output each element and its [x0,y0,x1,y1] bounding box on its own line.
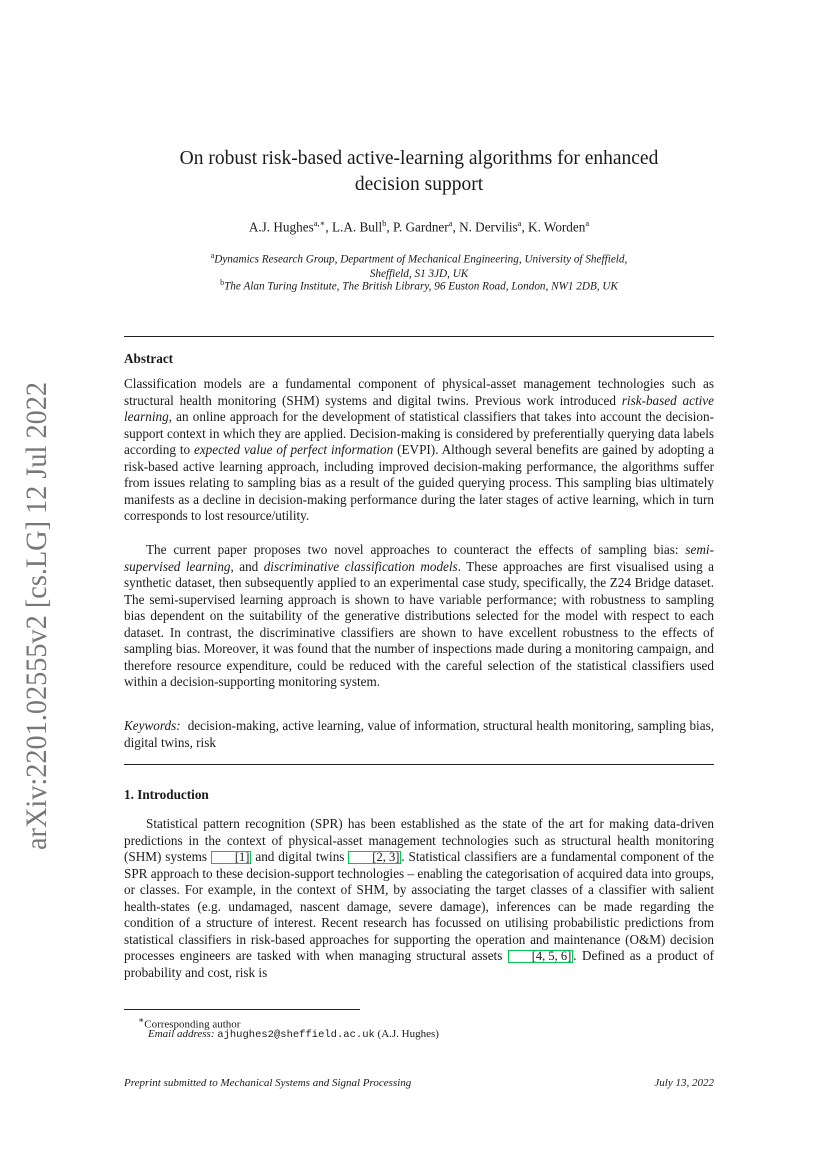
email-owner: (A.J. Hughes) [377,1028,439,1040]
author-affiliation-mark: a [448,218,453,228]
author-affiliation-mark: a [585,218,590,228]
affiliation-b-line-1: The Alan Turing Institute, The British Library, 96 Euston Road, London, NW1 2DB, UK [224,280,618,293]
emphasis-text: expected value of perfect information [193,442,394,457]
top-rule [124,336,714,337]
title-line-1: On robust risk-based active-learning algorithms for enhanced [179,148,659,169]
abstract-heading: Abstract [124,351,174,366]
emphasis-text: semi-supervised learning [124,542,714,574]
citation-link[interactable]: [2, 3] [348,851,401,864]
emphasis-text: discriminative classification models [263,558,458,574]
body-text: The current paper proposes two novel approaches to counteract the effects of sampling bias: [146,542,686,557]
body-text: (EVPI). Although several benefits are gained by adopting a risk-based active learning approach, including improved decision-making performance, the algorithms suffer from issues relating to sampling bias as a result of the guided querying process. This sampling bias ultimately manifests as a decline in decision-making performance during the later stages of active learning, which in turn corresponds to lost resource/utility. [124,442,714,523]
body-text: Statistical pattern recognition (SPR) has been established as the state of the art for making data-driven predictions in the context of physical-asset management technologies such as structural health monitoring (SHM) systems [124,816,714,864]
affiliation-b-mark: b [220,278,225,287]
arxiv-stamp-text: arXiv:2201.02555v2 [cs.LG] 12 Jul 2022 [21,380,53,850]
citation-link[interactable]: [4, 5, 6] [508,950,574,963]
footnote-mark: ∗ [138,1015,145,1025]
author-name: L.A. Bull [331,219,383,235]
author-name: P. Gardner [393,219,449,235]
author-affiliation-mark: b [382,218,387,228]
keywords-label: Keywords: [124,718,181,733]
body-text: , and [230,558,264,574]
title-line-2: decision support [354,174,484,195]
email-link[interactable]: ajhughes2@sheffield.ac.uk [217,1029,375,1041]
affiliation-a-line-2: Sheffield, S1 3JD, UK [369,267,469,280]
footnote-email [124,1027,738,1042]
author-name: K. Worden [528,219,586,235]
author-name: A.J. Hughes [248,219,314,235]
footnote-text: Corresponding author [144,1018,241,1031]
citation-link[interactable]: [1] [211,851,252,864]
arxiv-stamp [10,380,60,850]
abstract-paragraph-2 [124,542,714,691]
body-text: , an online approach for the development of statistical classifiers that takes into account the decision-support context in which they are applied. Decision-making is considered by preferentially querying data labels according to [124,409,714,457]
section-heading-introduction: 1. Introduction [124,787,209,802]
keywords-text: decision-making, active learning, value of information, structural health monitoring, sampling bias, digital twins, risk [124,718,714,750]
author-list: A.J. Hughes$^{a,∗}$, L.A. Bull$^b$, P. Gardner$^a$, N. Dervilis$^a$, K. Worden$^a$ [248,218,590,235]
bottom-rule [124,764,714,765]
body-text: . These approaches are first visualised using a synthetic dataset, then subsequently applied to an experimental case study, specifically, the Z24 Bridge dataset. The semi-supervised learning approach is shown to have variable performance; with robustness to sampling bias dependent on the suitability of the generative distributions selected for the model with respect to each dataset. In contrast, the discriminative classifiers are shown to have excellent robustness to the effects of sampling bias. Moreover, it was found that the number of inspections made during a monitoring campaign, and therefore resource expenditure, could be reduced with the careful selection of the statistical classifiers used within a decision-supporting monitoring system. [124,558,715,689]
abstract-paragraph-1 [124,376,714,525]
affiliation-b [124,276,714,294]
footnote-rule [124,1009,360,1010]
body-text: . Defined as a product of probability and cost, risk is [124,948,714,980]
emphasis-text: risk-based active learning [124,392,714,424]
body-text: and digital twins [251,849,349,864]
keywords [124,718,714,751]
affiliation-a-line-1: Dynamics Research Group, Department of Mechanical Engineering, University of Sheffield, [214,253,628,266]
paper-title [124,146,714,198]
footer-date: July 13, 2022 [654,1077,714,1089]
affiliation-a-mark: a [210,251,215,260]
footer-journal: Preprint submitted to Mechanical Systems and Signal Processing [124,1077,412,1089]
author-name: N. Dervilis [459,219,518,235]
author-affiliation-mark[interactable]: a,∗ [313,218,326,228]
body-text: . Statistical classifiers are a fundamental component of the SPR approach to these decision-support technologies – enabling the categorisation of acquired data into groups, or classes. For example, in the context of SHM, by associating the target classes of a classifier with salient health-states (e.g. undamaged, nascent damage, severe damage), inferences can be made regarding the condition of a structure of interest. Recent research has focussed on utilising probabilistic predictions from statistical classifiers in risk-based approaches for supporting the operation and maintenance (O&M) decision processes engineers are tasked with when managing structural assets [124,849,714,963]
introduction-paragraph-1 [124,816,714,981]
email-label: Email address: [148,1028,215,1040]
author-affiliation-mark: a [517,218,522,228]
body-text: Classification models are a fundamental component of physical-asset management technologies such as structural health monitoring (SHM) systems and digital twins. Previous work introduced [124,376,714,408]
